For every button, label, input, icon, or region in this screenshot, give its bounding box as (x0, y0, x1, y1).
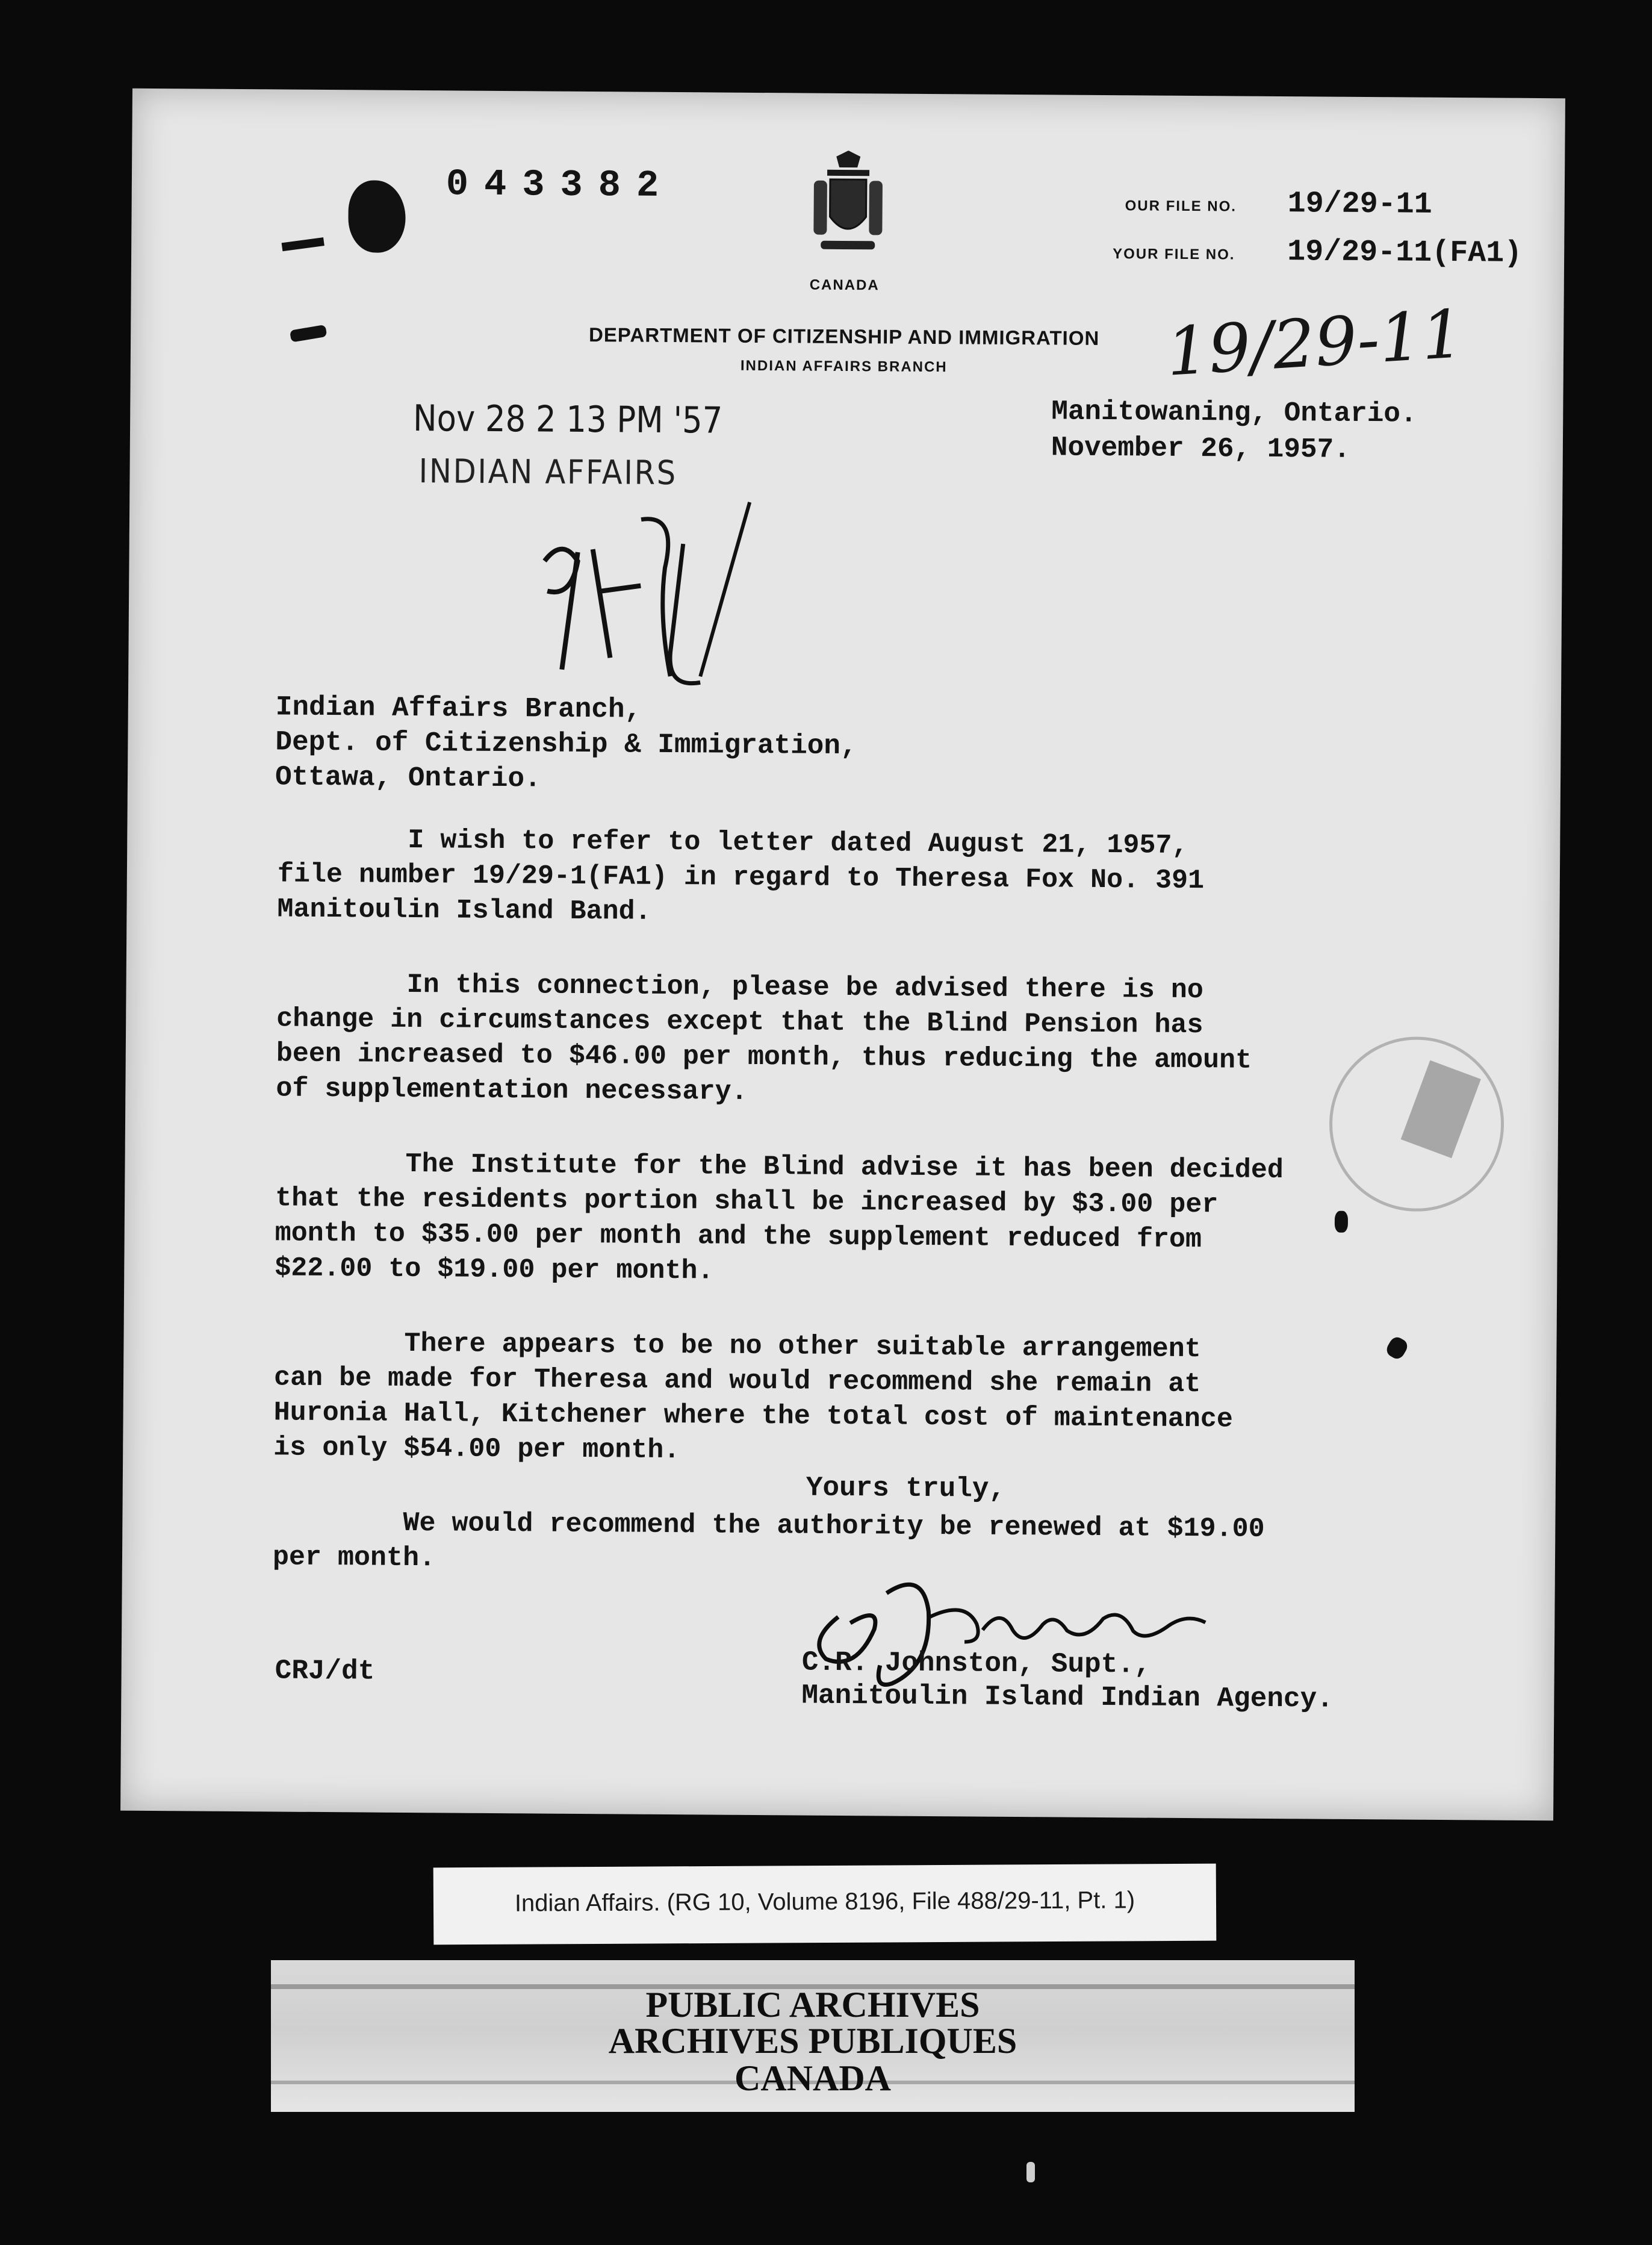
body-line: Manitoulin Island Band. (277, 894, 651, 927)
reference-initials: CRJ/dt (275, 1655, 375, 1687)
our-file-label: OUR FILE NO. (1125, 198, 1237, 215)
body-line: In this connection, please be advised there is no (276, 968, 1204, 1006)
addressee-line: Ottawa, Ontario. (275, 761, 541, 795)
body-line: is only $54.00 per month. (273, 1432, 680, 1466)
body-line: Huronia Hall, Kitchener where the total cost of maintenance (273, 1397, 1234, 1435)
body-line: The Institute for the Blind advise it has been decided (275, 1148, 1284, 1186)
your-file-number: 19/29-11(FA1) (1287, 235, 1523, 271)
body-line: of supplementation necessary. (276, 1073, 748, 1107)
letterhead-country: CANADA (809, 276, 880, 294)
archives-line: PUBLIC ARCHIVES (645, 1985, 980, 2025)
ink-stain (348, 180, 406, 253)
addressee-line: Dept. of Citizenship & Immigration, (275, 726, 857, 762)
ink-mark (290, 325, 327, 343)
body-line: We would recommend the authority be renewed at $19.00 (273, 1507, 1265, 1545)
received-stamp-date: Nov 28 2 13 PM '57 (412, 397, 723, 442)
body-line: per month. (272, 1542, 436, 1574)
ink-mark (1335, 1211, 1348, 1233)
letter-page (120, 89, 1565, 1821)
letter-place: Manitowaning, Ontario. (1051, 396, 1417, 430)
ink-mark (1384, 1334, 1410, 1362)
body-line: change in circumstances except that the Blind Pension has (276, 1003, 1203, 1041)
handwritten-file-number: 19/29-11 (1164, 295, 1466, 391)
letterhead-department: DEPARTMENT OF CITIZENSHIP AND IMMIGRATION (588, 323, 1100, 349)
body-line: been increased to $46.00 per month, thus reducing the amount (276, 1038, 1252, 1076)
body-line: There appears to be no other suitable arrangement (274, 1327, 1201, 1365)
body-line: I wish to refer to letter dated August 21, 1957, (278, 824, 1188, 861)
letterhead-branch: INDIAN AFFAIRS BRANCH (740, 357, 948, 376)
body-line: that the residents portion shall be increased by $3.00 per (275, 1183, 1219, 1221)
coat-of-arms-icon (809, 151, 887, 260)
addressee-line: Indian Affairs Branch, (275, 691, 642, 726)
signer-name: C.R. Johnston, Supt., (801, 1646, 1151, 1681)
your-file-label: YOUR FILE NO. (1113, 246, 1235, 263)
archives-line: ARCHIVES PUBLIQUES (608, 2021, 1017, 2061)
source-citation: Indian Affairs. (RG 10, Volume 8196, File 488/29-11, Pt. 1) (514, 1887, 1135, 1917)
our-file-number: 19/29-11 (1287, 187, 1432, 222)
archives-label (271, 1960, 1355, 2112)
source-label (433, 1864, 1217, 1945)
body-line: file number 19/29-1(FA1) in regard to Theresa Fox No. 391 (277, 859, 1205, 897)
serial-number: 043382 (446, 163, 675, 208)
signer-title: Manitoulin Island Indian Agency. (801, 1680, 1334, 1715)
closing: Yours truly, (806, 1472, 1006, 1505)
body-line: $22.00 to $19.00 per month. (275, 1253, 714, 1287)
film-mark (1026, 2162, 1035, 2182)
archives-line: CANADA (734, 2058, 891, 2098)
ink-mark (282, 237, 324, 251)
body-line: month to $35.00 per month and the supplement reduced from (275, 1218, 1202, 1256)
letter-date: November 26, 1957. (1051, 432, 1350, 466)
received-stamp-office: INDIAN AFFAIRS (418, 452, 678, 493)
body-line: can be made for Theresa and would recommend she remain at (273, 1362, 1201, 1400)
